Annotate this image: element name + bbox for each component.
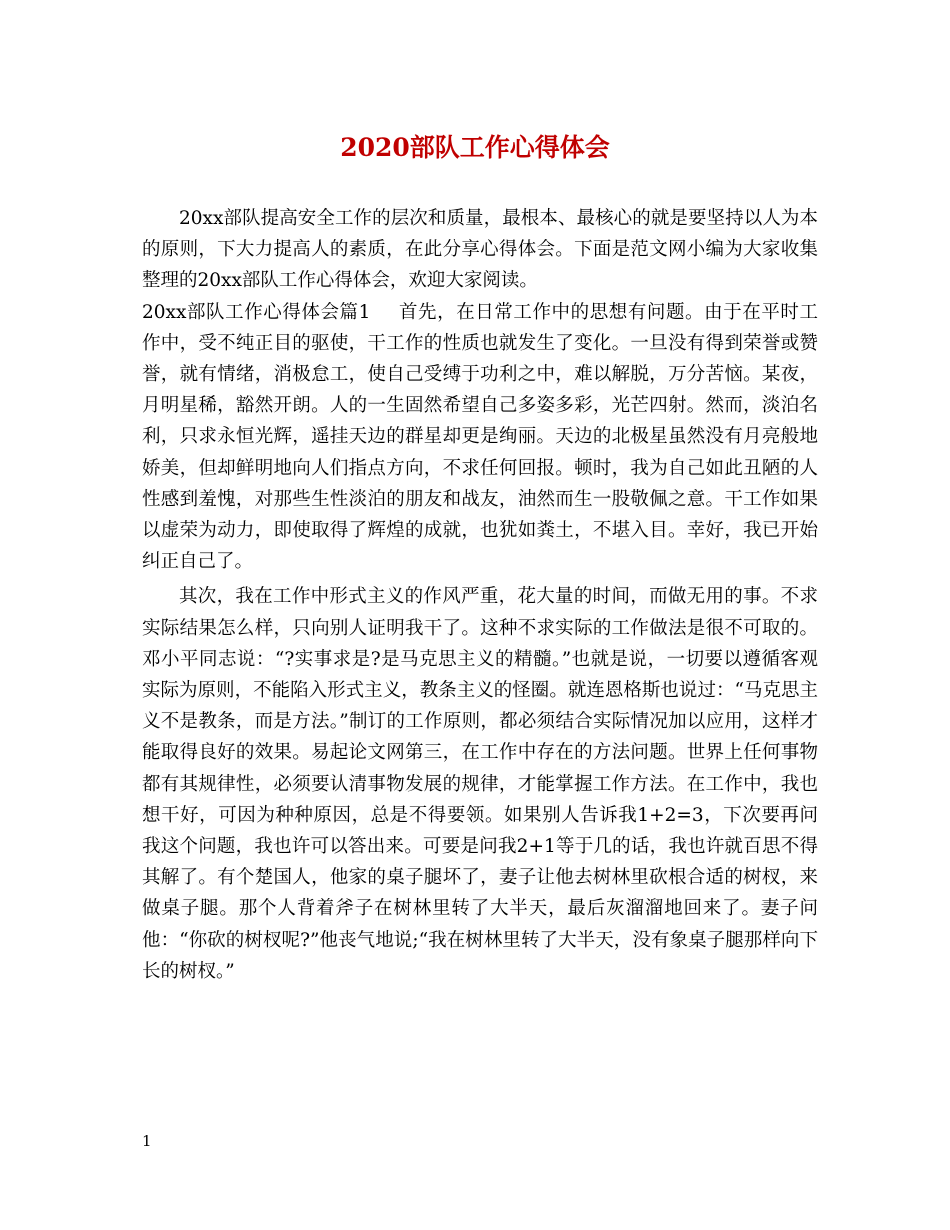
document-title: 2020部队工作心得体会 (340, 133, 610, 162)
page-number: 1 (142, 1132, 152, 1150)
paragraph-1: 首先，在日常工作中的思想有问题。由于在平时工作中，受不纯正目的驱使，干工作的性质也就发生了变化。一旦没有得到荣誉或赞誉，就有情绪，消极怠工，使自己受缚于功利之中，难以解脱，万分苦恼。某夜，月明星稀，豁然开朗。人的一生固然希望自己多姿多彩，光芒四射。然而，淡泊名利，只求永恒光辉，遥挂天边的群星却更是绚丽。天边的北极星虽然没有月亮般地娇美，但却鲜明地向人们指点方向，不求任何回报。顿时，我为自己如此丑陋的人性感到羞愧，对那些生性淡泊的朋友和战友，油然而生一股敬佩之意。干工作如果以虚荣为动力，即使取得了辉煌的成就，也犹如粪土，不堪入目。幸好，我已开始纠正自己了。 (142, 301, 818, 573)
section-paragraph (142, 297, 818, 578)
intro-paragraph: 20xx部队提高安全工作的层次和质量，最根本、最核心的就是要坚持以人为本的原则，下大力提高人的素质，在此分享心得体会。下面是范文网小编为大家收集整理的20xx部队工作心得体会，欢迎大家阅读。 (142, 208, 818, 292)
document-body (142, 203, 818, 987)
paragraph-2: 其次，我在工作中形式主义的作风严重，花大量的时间，而做无用的事。不求实际结果怎么样，只向别人证明我干了。这种不求实际的工作做法是很不可取的。邓小平同志说：“?实事求是?是马克思主义的精髓。”也就是说，一切要以遵循客观实际为原则，不能陷入形式主义，教条主义的怪圈。就连恩格斯也说过：“马克思主义不是教条，而是方法。”制订的工作原则，都必须结合实际情况加以应用，这样才能取得良好的效果。易起论文网第三，在工作中存在的方法问题。世界上任何事物都有其规律性，必须要认清事物发展的规律，才能掌握工作方法。在工作中，我也想干好，可因为种种原因，总是不得要领。如果别人告诉我1+2=3，下次要再问我这个问题，我也许可以答出来。可要是问我2+1等于几的话，我也许就百思不得其解了。有个楚国人，他家的桌子腿坏了，妻子让他去树林里砍根合适的树杈，来做桌子腿。那个人背着斧子在树林里转了大半天，最后灰溜溜地回来了。妻子问他：“你砍的树杈呢?”他丧气地说;“我在树林里转了大半天，没有象桌子腿那样向下长的树杈。” (142, 586, 818, 982)
section-heading: 20xx部队工作心得体会篇1 (142, 301, 371, 323)
